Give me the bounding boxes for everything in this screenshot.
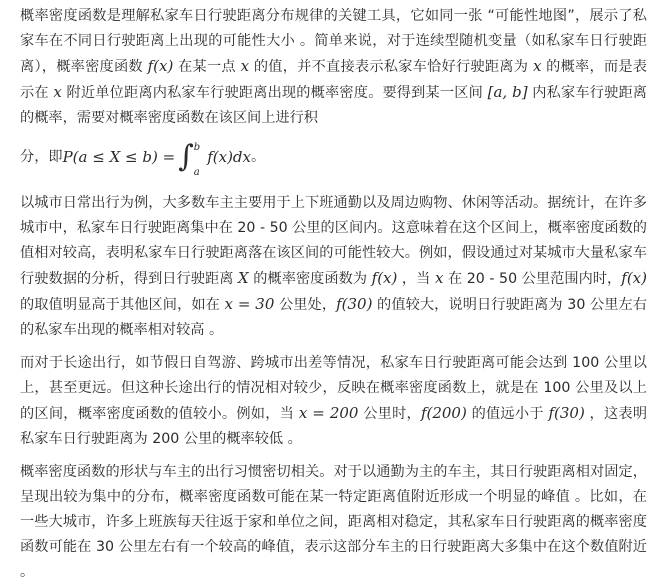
- p2-math-fx-2: f(x): [621, 269, 647, 287]
- p3-text-2: 公里时，: [358, 406, 421, 422]
- paragraph-3: [20, 351, 647, 452]
- p3-text-4: ，这表明私家车日行驶距离为 200 公里的概率较低 。: [20, 406, 648, 447]
- p2-math-x-eq-30: x = 30: [224, 295, 275, 313]
- p2-math-x: x: [434, 269, 444, 287]
- integral-formula-line: [20, 131, 647, 183]
- p1-math-integrand: f(x)dx: [207, 147, 251, 166]
- p1-math-probability: P(a ≤ X ≤ b) =: [62, 147, 176, 166]
- p2-text-3: ，当: [397, 271, 435, 287]
- p3-math-f200: f(200): [420, 404, 467, 422]
- p2-text-4: 在 20 - 50 公里范围内时，: [443, 271, 622, 287]
- p2-text-1: 以城市日常出行为例，大多数车主主要用于上下班通勤以及周边购物、休闲等活动。据统计，在许多城市中，私家车日行驶距离集中在 20 - 50 公里的区间内。这意味着在这个区间上，概率密度函数的值相对较高，表明私家车日行驶距离落在该区间的可能性较大。例如，假设通过对某城市大量私家车行驶数据的分析，得到日行驶距离: [20, 195, 647, 287]
- integral-lower-limit: a: [193, 167, 200, 178]
- p1-text-1: 概率密度函数是理解私家车日行驶距离分布规律的关键工具，它如同一张 “可能性地图”，展示了私家车在不同日行驶距离上出现的可能性大小 。简单来说，对于连续型随机变量（如私家车日行驶距离），概率密度函数: [20, 8, 647, 75]
- p1-math-interval: [a, b]: [487, 83, 528, 101]
- p1-text-3: 的值，并不直接表示私家车恰好行驶距离为: [249, 59, 533, 75]
- p4-text-1: 概率密度函数的形状与车主的出行习惯密切相关。对于以通勤为主的车主，其日行驶距离相对固定，呈现出较为集中的分布，概率密度函数可能在某一特定距离值附近形成一个明显的峰值 。比如，在一些大城市，许多上班族每天往返于家和单位之间，距离相对稳定，其私家车日行驶距离的概率密度函数可能在 30 公里左右有一个较高的峰值，表示这部分车主的日行驶距离大多集中在这个数值附近 。: [20, 464, 647, 580]
- p1-text-5: 附近单位距离内私家车行驶距离出现的概率密度。要得到某一区间: [61, 85, 488, 101]
- p1-math-x-3: x: [53, 83, 62, 101]
- p1-text-4: 的概率，而是表示在: [20, 59, 647, 101]
- p3-text-3: 的值远小于: [466, 406, 549, 422]
- p2-math-fx-1: f(x): [371, 269, 398, 287]
- integral-sign-icon: ∫: [178, 139, 194, 174]
- p1-math-fx: f(x): [147, 57, 174, 75]
- p3-math-x-eq-200: x = 200: [298, 404, 359, 422]
- paragraph-2: [20, 191, 647, 343]
- p3-math-f30: f(30): [548, 404, 585, 422]
- integral-limits: [194, 135, 200, 179]
- p1-text-8: 。: [250, 148, 266, 165]
- p1-text-2: 在某一点: [173, 59, 241, 75]
- p3-text-1: 而对于长途出行，如节假日自驾游、跨城市出差等情况，私家车日行驶距离可能会达到 100 公里以上，甚至更远。但这种长途出行的情况相对较少，反映在概率密度函数上，就是在 100 公里及以上的区间，概率密度函数的值较小。例如，当: [20, 355, 647, 422]
- paragraph-4: [20, 460, 647, 585]
- p1-math-x-2: x: [532, 57, 542, 75]
- p2-text-2: 的概率密度函数为: [248, 271, 372, 287]
- integral-expression: [178, 135, 204, 179]
- p1-text-7: 分，即: [20, 148, 63, 165]
- p2-math-f30: f(30): [336, 295, 373, 313]
- p1-text-6: 内私家车行驶距离的概率，需要对概率密度函数在该区间上进行积: [20, 85, 647, 126]
- paragraph-1: [20, 4, 647, 183]
- p1-math-x-1: x: [240, 57, 250, 75]
- p2-text-5: 的取值明显高于其他区间，如在: [20, 297, 225, 313]
- p2-text-7: 的值较大，说明日行驶距离为 30 公里左右的私家车出现的概率相对较高 。: [20, 297, 647, 338]
- p2-math-X: X: [238, 269, 249, 287]
- p2-text-6: 公里处，: [274, 297, 337, 313]
- integral-upper-limit: b: [193, 142, 201, 153]
